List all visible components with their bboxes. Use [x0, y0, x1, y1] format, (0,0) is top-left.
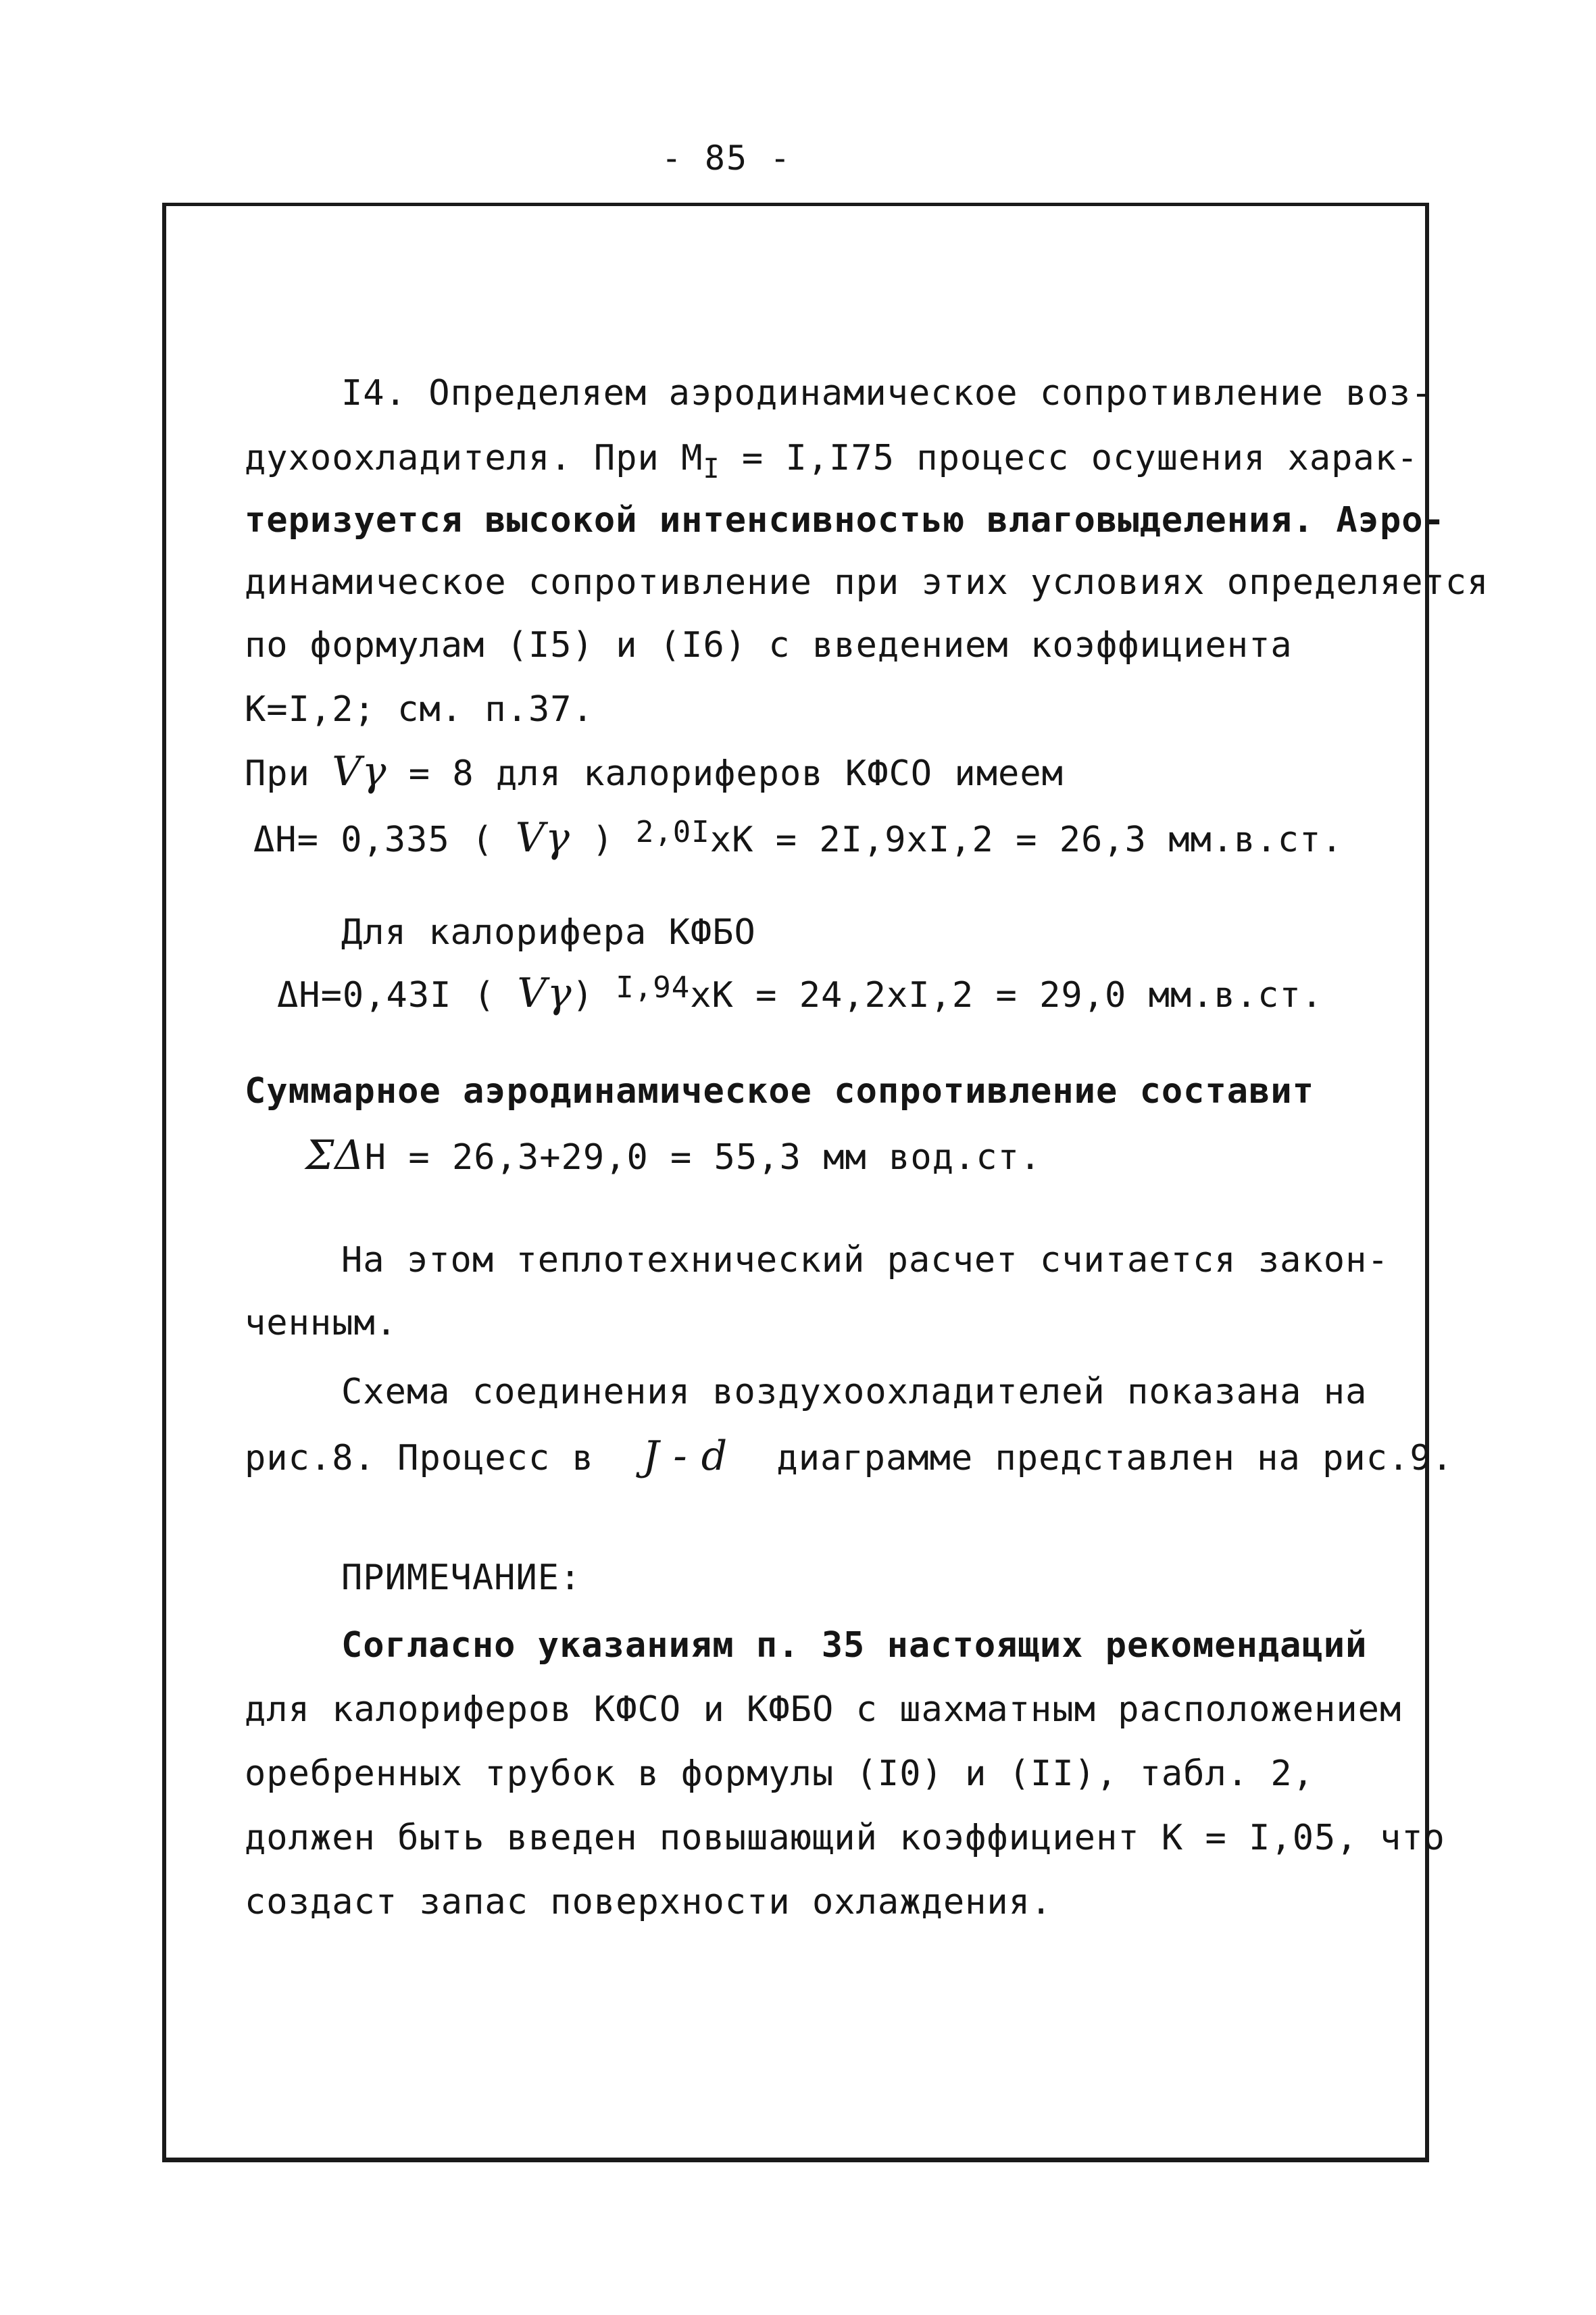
- equation-kfso-symbol: Vγ: [515, 814, 570, 862]
- section14-line-2: [245, 438, 1419, 484]
- equation-kfso-pre: ΔH= 0,335 (: [253, 820, 494, 860]
- equation-kfso-close: ): [592, 820, 614, 860]
- conclusion-line-2: ченным.: [245, 1303, 398, 1343]
- page-number: - 85 -: [661, 139, 792, 178]
- section14-line-1: I4. Определяем аэродинамическое сопротивление воз-: [341, 373, 1433, 414]
- equation-kfbo-post: xK = 24,2xI,2 = 29,0 мм.в.ст.: [690, 975, 1324, 1016]
- kfbo-heading: Для калорифера КФБО: [341, 912, 756, 953]
- enthalpy-moisture-symbol: J - d: [643, 1433, 728, 1480]
- equation-kfso-post: xK = 2I,9xI,2 = 26,3 мм.в.ст.: [709, 820, 1343, 860]
- equation-kfbo-pre: ΔH=0,43I (: [277, 975, 496, 1016]
- section14-line-3: теризуется высокой интенсивностью влаговыделения. Аэро-: [245, 500, 1445, 541]
- equation-total-post: H = 26,3+29,0 = 55,3 мм вод.ст.: [364, 1137, 1042, 1178]
- equation-kfso-exponent: 2,0I: [635, 815, 710, 849]
- page-frame: [162, 203, 1429, 2162]
- sum-delta-symbol: ΣΔ: [305, 1132, 365, 1179]
- note-line-1: Согласно указаниям п. 35 настоящих рекомендаций: [341, 1625, 1368, 1666]
- section14-line-7-pre: При: [245, 753, 310, 794]
- section14-line-7: [245, 748, 1064, 795]
- conclusion-line-4-pre: рис.8. Процесс в: [245, 1438, 594, 1478]
- section14-line-2-pre: духоохладителя. При М: [245, 438, 703, 478]
- section14-line-2-sub: I: [703, 453, 720, 484]
- total-line-1: Суммарное аэродинамическое сопротивление составит: [245, 1071, 1315, 1112]
- section14-line-7-post: = 8 для калориферов КФСО имеем: [408, 753, 1064, 794]
- equation-total: [305, 1132, 1042, 1179]
- section14-line-4: динамическое сопротивление при этих условиях определяется: [245, 562, 1489, 603]
- conclusion-line-1: На этом теплотехнический расчет считается закон-: [341, 1240, 1389, 1280]
- velocity-density-symbol: Vγ: [332, 748, 387, 795]
- conclusion-line-3: Схема соединения воздухоохладителей показана на: [341, 1372, 1368, 1412]
- note-line-5: создаст запас поверхности охлаждения.: [245, 1882, 1053, 1922]
- note-line-2: для калориферов КФСО и КФБО с шахматным расположением: [245, 1689, 1402, 1730]
- section14-line-2-post: = I,I75 процесс осушения харак-: [720, 438, 1419, 478]
- section14-line-5: по формулам (I5) и (I6) с введением коэффициента: [245, 625, 1293, 666]
- equation-kfso: [253, 814, 1343, 862]
- equation-kfbo: [277, 970, 1324, 1018]
- equation-kfbo-close: ): [572, 975, 594, 1016]
- note-line-4: должен быть введен повышающий коэффициент К = I,05, что: [245, 1818, 1445, 1858]
- conclusion-line-4-post: диаграмме представлен на рис.9.: [776, 1438, 1453, 1478]
- note-heading: ПРИМЕЧАНИЕ:: [341, 1558, 582, 1598]
- conclusion-line-4: [245, 1433, 1453, 1480]
- equation-kfbo-exponent: I,94: [616, 970, 691, 1005]
- section14-line-6: К=I,2; см. п.37.: [245, 689, 594, 730]
- note-line-3: оребренных трубок в формулы (I0) и (II), табл. 2,: [245, 1753, 1315, 1794]
- equation-kfbo-symbol: Vγ: [517, 970, 572, 1017]
